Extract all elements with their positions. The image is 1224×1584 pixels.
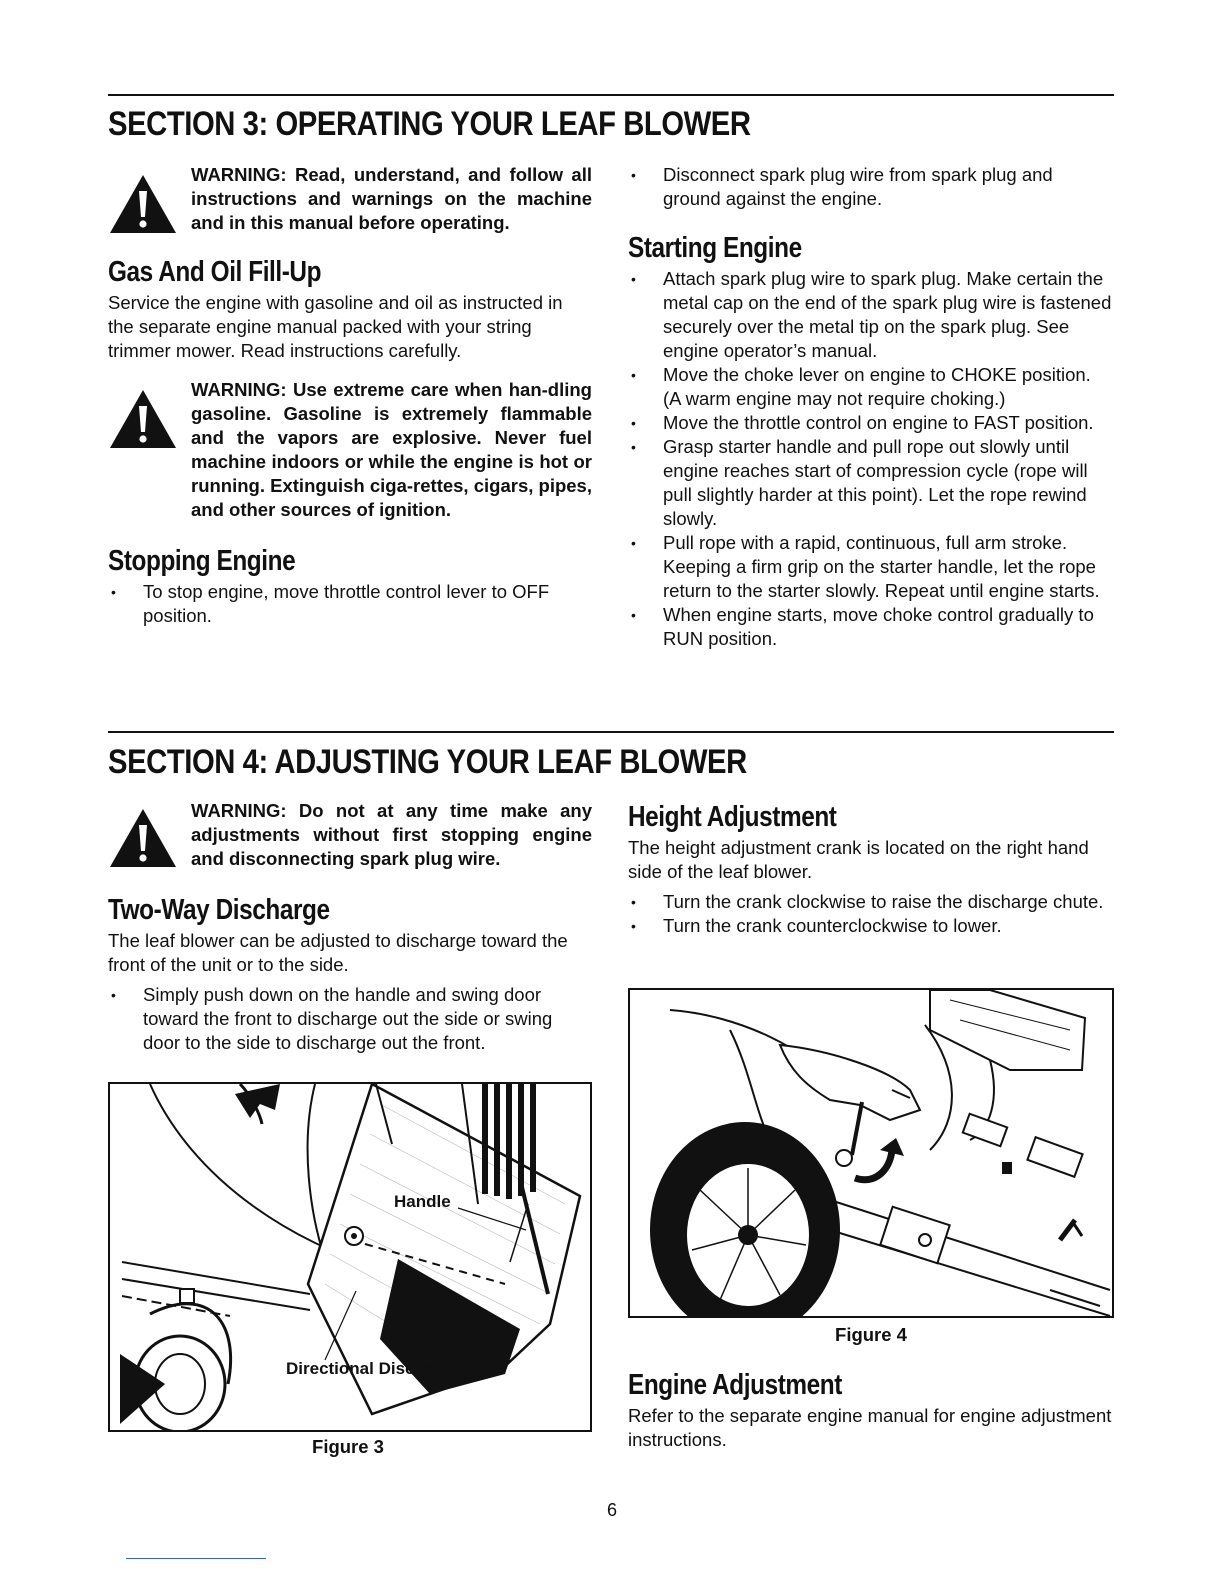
list-item: • Pull rope with a rapid, continuous, full arm stroke. Keeping a firm grip on the starter handle, let the rope return to the starter slowly. Repeat until engine starts.: [631, 532, 1100, 601]
height-adjustment-text: The height adjustment crank is located on the right hand side of the leaf blower.: [628, 837, 1089, 882]
list-item: • When engine starts, move choke control gradually to RUN position.: [631, 604, 1094, 649]
bullet-icon: •: [631, 918, 636, 934]
section4-title: SECTION 4: ADJUSTING YOUR LEAF BLOWER: [108, 743, 747, 781]
section3-left-column: [108, 163, 592, 628]
two-way-discharge-text: The leaf blower can be adjusted to discharge toward the front of the unit or to the side.: [108, 930, 568, 975]
operating-warning: [108, 163, 592, 235]
gasoline-warning-text: WARNING: Use extreme care when han-dling gasoline. Gasoline is extremely flammable and the vapors are explosive. Never fuel machine indoors or while the engine is hot or running. Extinguish ciga-rettes, cigars, pipes, and other sources of ignition.: [191, 379, 592, 520]
operating-warning-text: WARNING: Read, understand, and follow all instructions and warnings on the machine and in this manual before operating.: [191, 164, 592, 233]
stopping-engine-heading: Stopping Engine: [108, 545, 296, 577]
warning-triangle-icon: [108, 388, 178, 450]
height-adjustment-heading: Height Adjustment: [628, 801, 837, 833]
bullet-icon: •: [631, 415, 636, 431]
figure-3-illustration: [108, 1082, 592, 1432]
bullet-icon: •: [631, 271, 636, 287]
section4-right-column: [628, 800, 1112, 938]
warning-triangle-icon: [108, 807, 178, 869]
bullet-icon: •: [111, 584, 116, 600]
height-adjustment-list: [628, 890, 1112, 938]
figure-3-caption: Figure 3: [312, 1436, 384, 1457]
stopping-engine-list: [108, 580, 592, 628]
disconnect-list: [628, 163, 1112, 211]
footer-link-line: [126, 1558, 266, 1559]
section3-right-column: [628, 163, 1112, 651]
list-item: • Move the choke lever on engine to CHOKE position. (A warm engine may not require choking.): [631, 364, 1091, 409]
list-item: • Disconnect spark plug wire from spark plug and ground against the engine.: [631, 164, 1053, 209]
two-way-discharge-list: [108, 983, 592, 1055]
warning-triangle-icon: [108, 173, 178, 235]
list-item: • Turn the crank counterclockwise to lower.: [631, 915, 1002, 936]
two-way-discharge-heading: Two-Way Discharge: [108, 894, 330, 926]
bullet-icon: •: [631, 439, 636, 455]
list-item: • Simply push down on the handle and swing door toward the front to discharge out the side or swing door to the side to discharge out the front.: [111, 984, 553, 1053]
section4-top-rule: [108, 731, 1114, 733]
directional-discharge-label: Directional Discharge: [286, 1359, 461, 1378]
gasoline-warning: [108, 378, 592, 522]
gas-oil-text: Service the engine with gasoline and oil as instructed in the separate engine manual packed with your string trimmer mower. Read instructions carefully.: [108, 292, 563, 361]
bullet-icon: •: [631, 607, 636, 623]
handle-label: Handle: [394, 1192, 451, 1211]
figure-4-illustration: [628, 988, 1114, 1318]
list-item: • Turn the crank clockwise to raise the discharge chute.: [631, 891, 1104, 912]
starting-engine-heading: Starting Engine: [628, 232, 802, 264]
leaf-blower-discharge-drawing: [110, 1084, 590, 1430]
starting-engine-list: [628, 267, 1112, 651]
section3-top-rule: [108, 94, 1114, 96]
list-item: • To stop engine, move throttle control lever to OFF position.: [111, 581, 550, 626]
adjusting-warning-text: WARNING: Do not at any time make any adjustments without first stopping engine and disconnecting spark plug wire.: [191, 800, 592, 869]
bullet-icon: •: [631, 894, 636, 910]
bullet-icon: •: [631, 535, 636, 551]
list-item: • Attach spark plug wire to spark plug. Make certain the metal cap on the end of the spark plug wire is fastened securely over the metal tip on the spark plug. See engine operator’s manual.: [631, 268, 1112, 361]
engine-adjustment-heading: Engine Adjustment: [628, 1369, 842, 1401]
section3-title: SECTION 3: OPERATING YOUR LEAF BLOWER: [108, 105, 751, 143]
bullet-icon: •: [111, 987, 116, 1003]
bullet-icon: •: [631, 167, 636, 183]
list-item: • Move the throttle control on engine to FAST position.: [631, 412, 1094, 433]
list-item: • Grasp starter handle and pull rope out slowly until engine reaches start of compression cycle (rope will pull slightly harder at this point). Let the rope rewind slowly.: [631, 436, 1088, 529]
engine-adjustment-block: [628, 1368, 1112, 1452]
section4-left-column: [108, 799, 592, 1055]
figure-4-caption: Figure 4: [835, 1324, 907, 1345]
height-adjustment-crank-drawing: [630, 990, 1112, 1316]
page-number: 6: [606, 1500, 617, 1520]
bullet-icon: •: [631, 367, 636, 383]
engine-adjustment-text: Refer to the separate engine manual for engine adjustment instructions.: [628, 1405, 1112, 1450]
gas-oil-heading: Gas And Oil Fill-Up: [108, 256, 322, 288]
adjusting-warning: [108, 799, 592, 871]
